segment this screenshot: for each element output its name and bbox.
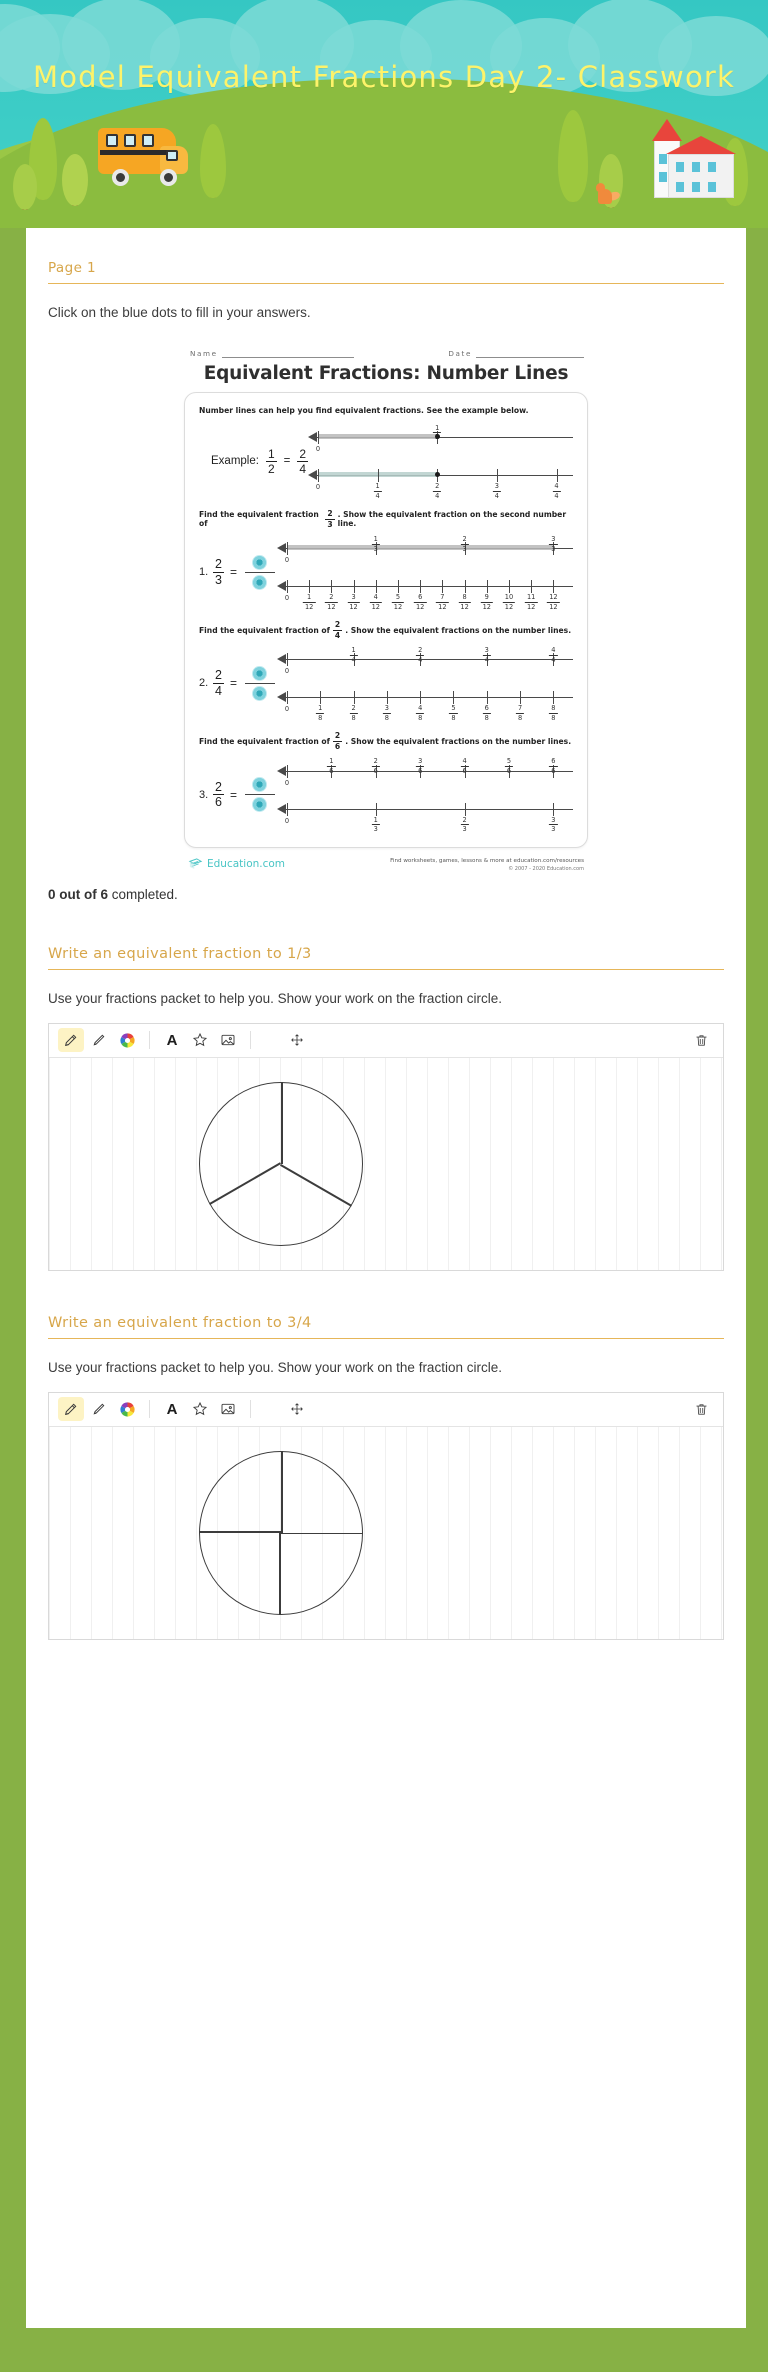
drawing-card — [48, 1392, 724, 1640]
problem-list — [199, 510, 573, 833]
numberline-label — [460, 758, 468, 774]
numberline-highlight — [318, 434, 437, 439]
problem-numberline-bottom[interactable] — [277, 572, 573, 610]
numberline-tick-fraction: $\frac{2}{3}$ — [462, 815, 467, 834]
toolbar-divider — [250, 1400, 251, 1418]
text-icon[interactable]: A — [166, 1031, 178, 1049]
numberline-highlight — [287, 545, 553, 550]
page-instruction: Click on the blue dots to fill in your answers. — [48, 305, 311, 320]
worksheet-title: Equivalent Fractions: Number Lines — [203, 363, 569, 384]
tree-icon — [62, 136, 88, 206]
numberline-label — [372, 817, 380, 833]
numberline-tick — [387, 691, 388, 704]
numberline-tick — [376, 580, 377, 593]
numberline-tick — [320, 691, 321, 704]
numberline-label — [372, 758, 380, 774]
example-text: Example: — [211, 455, 259, 467]
numberline-label — [493, 483, 501, 499]
answer-blank — [243, 666, 277, 701]
numberline-tick-fraction: $\frac{7}{8}$ — [517, 704, 523, 722]
color-wheel-icon[interactable] — [114, 1397, 140, 1421]
numberline-tick-fraction: $\frac{8}{8}$ — [551, 704, 556, 722]
numberline-tick — [487, 580, 488, 593]
progress-count: 0 out of 6 — [48, 886, 108, 902]
numberline-label — [325, 594, 337, 610]
numberline-tick-fraction: $\frac{4}{4}$ — [554, 482, 559, 500]
numberline-tick-fraction: $\frac{1}{6}$ — [329, 757, 334, 775]
numberline-tick — [442, 580, 443, 593]
problem-fraction: $\frac{2}{3}$ — [215, 557, 222, 587]
problem — [199, 732, 573, 832]
numberline-tick — [331, 580, 332, 593]
tree-icon — [556, 92, 590, 202]
name-label: Name — [190, 349, 218, 358]
numberline-tick-label: 0 — [284, 594, 290, 603]
numberline-tick — [509, 580, 510, 593]
drawing-canvas[interactable] — [49, 1058, 723, 1270]
numberline-label — [416, 758, 424, 774]
problem-prompt-fraction: $\frac{2}{4}$ — [334, 620, 341, 640]
page-title: Model Equivalent Fractions Day 2- Classwork — [32, 60, 736, 94]
worksheet-meta — [184, 349, 588, 361]
drawing-toolbar — [49, 1393, 723, 1427]
numberline-label — [347, 594, 359, 610]
problem-prompt-before: Find the equivalent fraction of — [199, 625, 330, 635]
problem-prompt — [199, 621, 573, 639]
numberline-label — [383, 705, 391, 721]
numberline-tick-fraction: $\frac{8}{12}$ — [460, 593, 469, 611]
numberline-tick-fraction: $\frac{7}{12}$ — [438, 593, 447, 611]
numberline-tick-fraction: $\frac{6}{8}$ — [484, 704, 489, 722]
worksheet-footer-copyright: © 2007 - 2020 Education.com — [508, 865, 584, 872]
education-logo-text: Education.com — [207, 858, 286, 871]
problem-prompt — [199, 732, 573, 750]
numberline-label — [285, 817, 289, 825]
numberline-label — [483, 647, 491, 663]
numberline-tick — [354, 580, 355, 593]
numberline-tick-fraction: $\frac{1}{4}$ — [351, 646, 356, 664]
fraction-circle-divider — [199, 1531, 281, 1533]
numberline-point[interactable] — [435, 472, 440, 477]
numberline-label — [303, 594, 315, 610]
numberline-tick — [354, 691, 355, 704]
worksheet-body — [184, 392, 588, 848]
numberline-tick-label: 0 — [315, 445, 321, 453]
numberline-label — [525, 594, 537, 610]
problem-numberlines — [277, 645, 573, 721]
question-block — [48, 946, 724, 1271]
numberline-label — [481, 594, 493, 610]
problem-equals: = — [229, 787, 237, 802]
numberline-tick-fraction: $\frac{6}{6}$ — [551, 757, 556, 775]
problem-prompt-fraction: $\frac{2}{6}$ — [334, 731, 341, 751]
numberline-label — [316, 705, 324, 721]
numberline-label — [316, 483, 320, 491]
numberline-axis — [285, 697, 573, 698]
numberline-tick — [378, 469, 379, 482]
numberline-tick-fraction: $\frac{6}{12}$ — [415, 593, 425, 611]
numberline-tick-fraction: 1 — [433, 425, 441, 441]
problem-index: 2. — [199, 677, 209, 690]
drawing-toolbar — [49, 1024, 723, 1058]
problem-equals: = — [229, 565, 237, 580]
numberline-label — [285, 594, 289, 602]
numberline-tick — [287, 580, 288, 593]
numberline-tick — [465, 580, 466, 593]
question-block — [48, 1315, 724, 1640]
numerator-answer-dot[interactable] — [252, 777, 267, 792]
problem-numberlines — [277, 534, 573, 610]
numberline-tick-fraction: $\frac{3}{4}$ — [494, 482, 499, 500]
page-section-label: Page 1 — [48, 260, 724, 284]
numberline-tick-fraction: $\frac{3}{3}$ — [551, 815, 556, 834]
numberline-tick-fraction: $\frac{2}{3}$ — [462, 535, 467, 553]
problem-row — [199, 534, 573, 610]
problem-prompt-before: Find the equivalent fraction of — [199, 510, 319, 529]
image-icon[interactable] — [215, 1028, 241, 1052]
numberline-tick-label: 0 — [284, 778, 290, 787]
numberline-label — [547, 594, 559, 610]
numberline-tick — [553, 580, 554, 593]
numberline-tick-fraction: $\frac{5}{12}$ — [393, 593, 403, 611]
numberline-tick-fraction: $\frac{2}{4}$ — [418, 646, 423, 664]
trash-icon[interactable] — [688, 1397, 714, 1421]
denominator-answer-dot[interactable] — [252, 686, 267, 701]
numberline-label — [349, 647, 357, 663]
worksheet-intro: Number lines can help you find equivalent fractions. See the example below. — [199, 406, 529, 415]
school-building-icon — [654, 124, 740, 198]
date-field[interactable] — [448, 349, 584, 358]
numberline-label — [285, 705, 289, 713]
question-heading: Write an equivalent fraction to 1/3 — [48, 946, 724, 970]
name-field[interactable] — [190, 349, 354, 358]
numberline-tick — [287, 653, 288, 666]
numberline-tick-label: 0 — [315, 483, 321, 491]
example-equals: = — [283, 455, 291, 467]
toolbar-divider — [149, 1400, 150, 1418]
numberline-tick-label: 0 — [284, 556, 290, 565]
problem-fraction: $\frac{2}{6}$ — [215, 779, 222, 810]
numberline-tick-fraction: $\frac{11}{12}$ — [526, 593, 536, 611]
denominator-answer-dot[interactable] — [252, 797, 267, 812]
numberline-label — [549, 758, 557, 774]
numberline-tick-fraction: $\frac{12}{12}$ — [549, 593, 558, 611]
color-wheel-icon[interactable] — [114, 1028, 140, 1052]
numberline-tick-fraction: $\frac{5}{6}$ — [506, 757, 512, 775]
problem — [199, 510, 573, 610]
pencil-icon[interactable] — [58, 1028, 84, 1052]
numberline-label — [458, 594, 470, 610]
numberline-label — [436, 594, 448, 610]
drawing-card — [48, 1023, 724, 1271]
numerator-answer-dot[interactable] — [252, 666, 267, 681]
numberline-label — [549, 536, 557, 552]
numberline-axis — [285, 659, 573, 660]
content-card — [26, 228, 746, 2328]
numberline-label — [374, 483, 382, 499]
numberline-label — [372, 536, 380, 552]
numberline-tick — [487, 691, 488, 704]
worksheet-footer-right — [390, 857, 584, 873]
numberline-label — [414, 594, 426, 610]
numberline-axis — [285, 586, 573, 587]
numberline-label — [392, 594, 404, 610]
numberline-label — [460, 536, 468, 552]
marker-icon[interactable] — [86, 1028, 112, 1052]
move-icon[interactable] — [284, 1397, 310, 1421]
example-numberline-bottom[interactable] — [308, 461, 573, 499]
question-instruction: Use your fractions packet to help you. Show your work on the fraction circle. — [48, 1359, 502, 1375]
question-heading: Write an equivalent fraction to 3/4 — [48, 1315, 724, 1339]
numberline-tick-fraction: $\frac{4}{12}$ — [371, 593, 380, 611]
numberline-tick-fraction: $\frac{2}{4}$ — [435, 482, 440, 500]
numberline-tick-label: 0 — [284, 705, 290, 714]
numberline-tick-fraction: $\frac{4}{4}$ — [551, 646, 556, 664]
problem-index: 3. — [199, 788, 209, 801]
numberline-tick-fraction: $\frac{4}{8}$ — [418, 704, 423, 722]
numberline-label — [416, 705, 424, 721]
numberline-tick-fraction: $\frac{1}{3}$ — [373, 815, 378, 834]
numberline-tick-fraction: $\frac{10}{12}$ — [504, 593, 514, 611]
numberline-tick — [465, 803, 466, 816]
numberline-label — [505, 758, 513, 774]
numberline-label — [316, 445, 320, 453]
progress-status — [48, 887, 724, 902]
numberline-label — [549, 817, 557, 833]
numberline-label — [285, 667, 289, 675]
pencil-icon[interactable] — [58, 1397, 84, 1421]
education-logo — [188, 857, 285, 872]
numberline-label — [552, 483, 560, 499]
numberline-label — [549, 647, 557, 663]
problem-equals: = — [229, 676, 237, 691]
numberline-tick — [287, 803, 288, 816]
tree-icon — [12, 148, 38, 210]
marker-icon[interactable] — [86, 1397, 112, 1421]
fraction-circle-divider — [281, 1082, 283, 1164]
problem-prompt-after: . Show the equivalent fraction on the second number line. — [337, 510, 567, 529]
answer-blank — [243, 777, 277, 812]
numberline-tick — [287, 691, 288, 704]
numerator-answer-dot[interactable] — [252, 555, 267, 570]
problem-numberline-bottom[interactable] — [277, 795, 573, 833]
progress-rest: completed. — [108, 886, 178, 902]
problem-numberline-bottom[interactable] — [277, 683, 573, 721]
worksheet — [184, 349, 588, 873]
fraction-circle-divider — [281, 1533, 363, 1535]
example-left-fraction: $\frac{1}{2}$ — [267, 446, 275, 476]
date-label: Date — [448, 349, 472, 358]
answer-blank — [243, 555, 277, 590]
numberline-tick — [287, 542, 288, 555]
toolbar-divider — [149, 1031, 150, 1049]
problem-fraction: $\frac{2}{4}$ — [215, 668, 222, 698]
numberline-tick — [531, 580, 532, 593]
numberline-tick-fraction: $\frac{9}{12}$ — [482, 593, 491, 611]
numberline-label — [285, 779, 289, 787]
problem-prompt — [199, 510, 573, 528]
numberline-tick — [497, 469, 498, 482]
numberline-tick-fraction: $\frac{2}{12}$ — [327, 593, 336, 611]
numberline-tick-fraction: $\frac{3}{12}$ — [349, 593, 358, 611]
answer-bar — [245, 572, 275, 573]
answer-bar — [245, 683, 275, 684]
answer-bar — [245, 794, 275, 795]
numberline-tick — [318, 431, 319, 444]
numberline-label — [416, 647, 424, 663]
trash-icon[interactable] — [688, 1028, 714, 1052]
numberline-label — [503, 594, 515, 610]
numberline-axis — [285, 809, 573, 810]
problem-prompt-after: . Show the equivalent fractions on the number lines. — [345, 625, 572, 635]
numberline-tick — [318, 469, 319, 482]
numberline-tick-label: 0 — [284, 667, 290, 676]
numberline-tick — [420, 580, 421, 593]
problem-prompt-fraction: $\frac{2}{3}$ — [327, 509, 333, 529]
question-list — [48, 946, 724, 1640]
numberline-tick-fraction: $\frac{3}{4}$ — [484, 646, 489, 664]
numberline-tick — [453, 691, 454, 704]
text-icon[interactable]: A — [166, 1400, 178, 1418]
example-right-fraction: $\frac{2}{4}$ — [299, 446, 307, 476]
tree-icon — [198, 106, 228, 198]
banner-hero — [0, 0, 768, 228]
problem-numberline-top[interactable] — [277, 645, 573, 683]
numberline-label — [549, 705, 557, 721]
numberline-tick-fraction: $\frac{4}{6}$ — [462, 757, 467, 775]
numberline-tick — [309, 580, 310, 593]
problem-index: 1. — [199, 566, 209, 579]
numberline-tick-fraction: $\frac{5}{8}$ — [451, 704, 456, 722]
example-numberlines — [308, 423, 573, 499]
education-logo-icon — [188, 857, 203, 872]
numberline-label — [349, 705, 357, 721]
numberline-tick — [520, 691, 521, 704]
numberline-tick-fraction: $\frac{1}{12}$ — [304, 593, 314, 611]
numberline-tick-fraction: $\frac{3}{6}$ — [418, 757, 423, 775]
numberline-tick-fraction: $\frac{3}{3}$ — [551, 535, 556, 553]
numberline-tick — [398, 580, 399, 593]
fraction-circle-divider — [281, 1451, 283, 1533]
worksheet-footer-find: Find worksheets, games, lessons & more at education.com/resources — [390, 857, 584, 864]
problem-row — [199, 645, 573, 721]
numberline-tick-fraction: $\frac{1}{3}$ — [373, 535, 378, 553]
numberline-tick-fraction: $\frac{1}{4}$ — [375, 482, 380, 500]
numberline-tick-label: 0 — [284, 816, 290, 825]
example-row — [199, 423, 573, 499]
fraction-circle-divider — [280, 1533, 282, 1615]
numberline-label — [370, 594, 382, 610]
numberline-tick-fraction: $\frac{2}{6}$ — [373, 757, 378, 775]
numberline-tick-fraction: $\frac{3}{8}$ — [384, 704, 389, 722]
numberline-label — [327, 758, 335, 774]
question-instruction: Use your fractions packet to help you. Show your work on the fraction circle. — [48, 990, 502, 1006]
name-line — [222, 350, 354, 358]
problem-numberlines — [277, 757, 573, 833]
numberline-label — [449, 705, 457, 721]
example-numberline-top[interactable] — [308, 423, 573, 461]
numberline-tick-fraction: $\frac{1}{8}$ — [318, 704, 323, 722]
bottom-spacer — [48, 1640, 724, 1674]
denominator-answer-dot[interactable] — [252, 575, 267, 590]
numberline-label — [516, 705, 524, 721]
problem — [199, 621, 573, 721]
numberline-tick-fraction: $\frac{2}{8}$ — [351, 704, 356, 722]
fox-icon — [596, 178, 618, 204]
problem-numberline-top[interactable] — [277, 757, 573, 795]
numberline-tick — [287, 765, 288, 778]
numberline-tick — [553, 803, 554, 816]
worksheet-footer — [184, 857, 588, 873]
drawing-canvas[interactable] — [49, 1427, 723, 1639]
problem-prompt-before: Find the equivalent fraction of — [199, 736, 330, 746]
sticker-icon[interactable] — [187, 1028, 213, 1052]
sticker-icon[interactable] — [187, 1397, 213, 1421]
move-icon[interactable] — [284, 1028, 310, 1052]
numberline-tick — [557, 469, 558, 482]
problem-row — [199, 757, 573, 833]
image-icon[interactable] — [215, 1397, 241, 1421]
example-label — [211, 448, 308, 475]
problem-prompt-after: . Show the equivalent fractions on the number lines. — [345, 736, 572, 746]
numberline-tick — [376, 803, 377, 816]
date-line — [476, 350, 584, 358]
school-bus-icon — [98, 124, 190, 186]
numberline-tick — [420, 691, 421, 704]
numberline-label — [460, 817, 468, 833]
numberline-label — [483, 705, 491, 721]
toolbar-divider — [250, 1031, 251, 1049]
problem-numberline-top[interactable] — [277, 534, 573, 572]
numberline-label — [433, 483, 441, 499]
numberline-label — [285, 556, 289, 564]
numberline-tick — [553, 691, 554, 704]
